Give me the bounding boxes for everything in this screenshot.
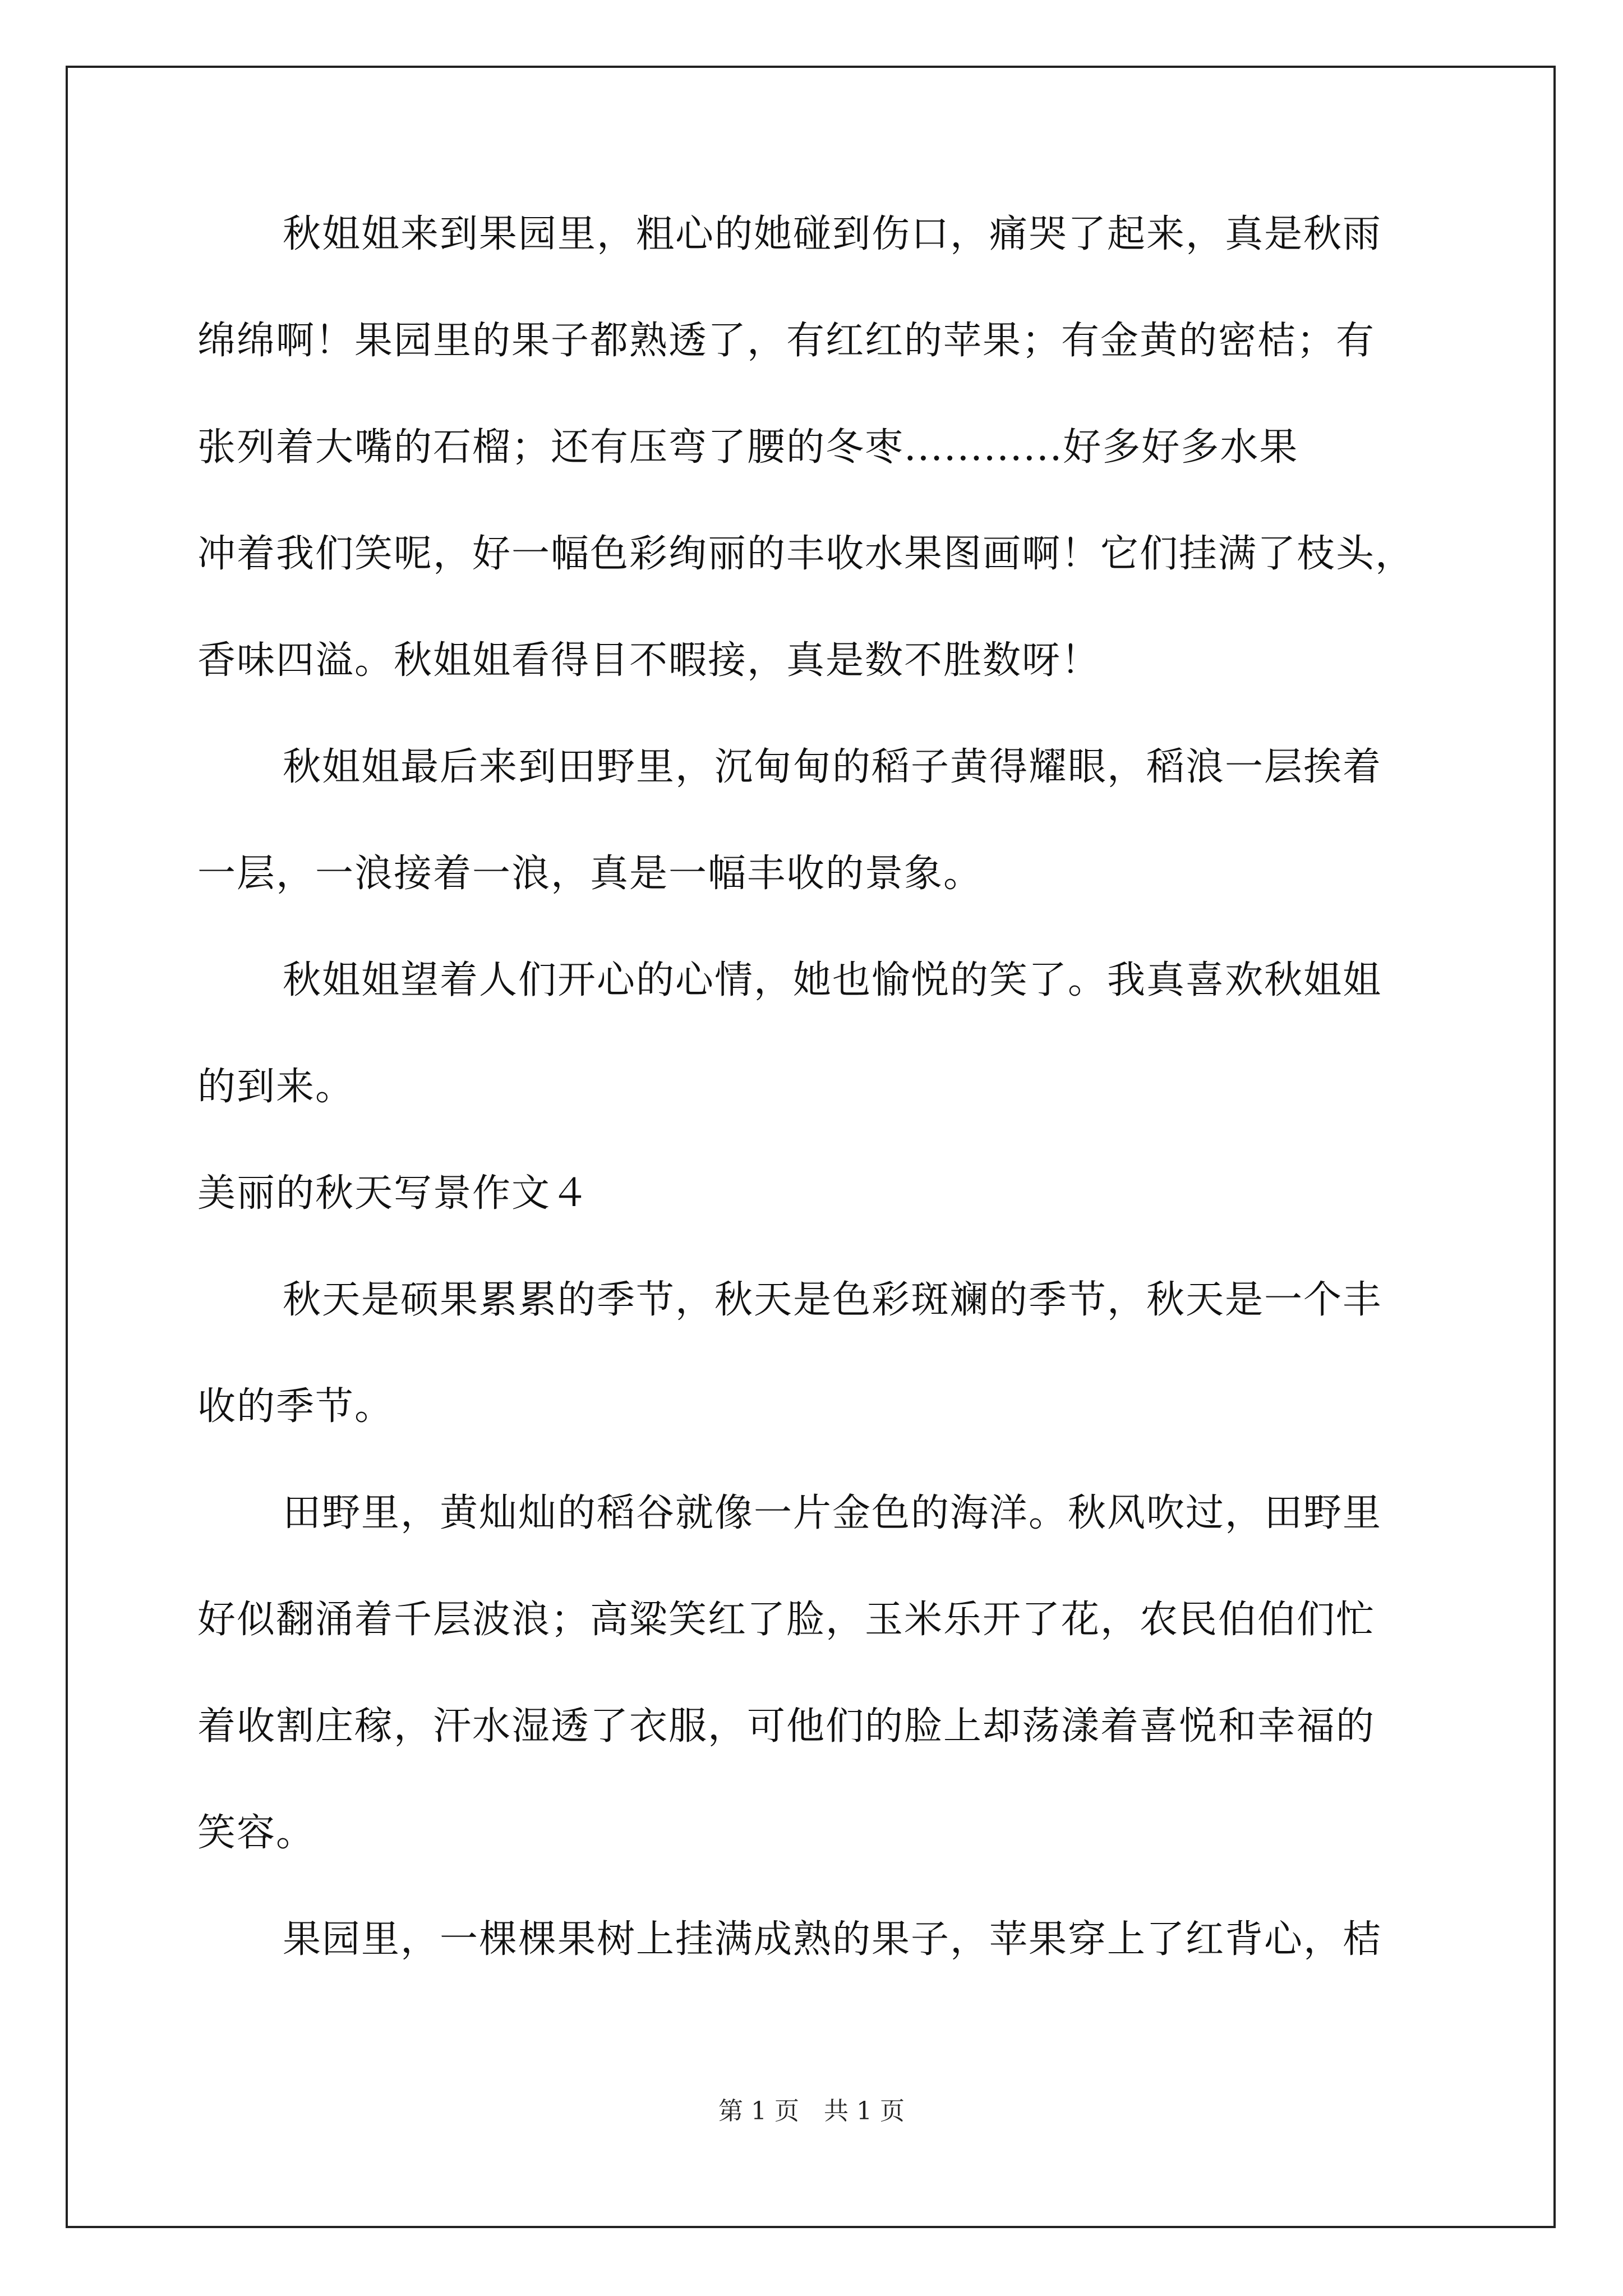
paragraph-line: 绵绵啊！果园里的果子都熟透了，有红红的苹果；有金黄的密桔；有 [197,319,1376,363]
paragraph-line: 着收割庄稼，汗水湿透了衣服，可他们的脸上却荡漾着喜悦和幸福的 [197,1704,1376,1749]
paragraph-line: 好似翻涌着千层波浪；高粱笑红了脸，玉米乐开了花，农民伯伯们忙 [197,1598,1376,1642]
page-border [66,66,1556,2228]
section-heading: 美丽的秋天写景作文４ [197,1171,591,1216]
paragraph-line: 的到来。 [197,1065,355,1109]
paragraph-line: 田野里，黄灿灿的稻谷就像一片金色的海洋。秋风吹过，田野里 [283,1491,1382,1535]
paragraph-line: 秋姐姐来到果园里，粗心的她碰到伤口，痛哭了起来，真是秋雨 [283,212,1382,256]
paragraph-line: 香味四溢。秋姐姐看得目不暇接，真是数不胜数呀！ [197,638,1101,683]
paragraph-line: 收的季节。 [197,1384,394,1429]
paragraph-line: 笑容。 [197,1811,316,1855]
page-number-footer: 第 1 页 共 1 页 [718,2097,905,2125]
paragraph-line: 张列着大嘴的石榴；还有压弯了腰的冬枣............好多好多水果 [197,425,1299,470]
paragraph-line: 果园里，一棵棵果树上挂满成熟的果子，苹果穿上了红背心，桔 [283,1917,1382,1962]
paragraph-line: 秋姐姐最后来到田野里，沉甸甸的稻子黄得耀眼，稻浪一层挨着 [283,745,1382,789]
paragraph-line: 一层，一浪接着一浪，真是一幅丰收的景象。 [197,852,983,896]
paragraph-line: 秋天是硕果累累的季节，秋天是色彩斑斓的季节，秋天是一个丰 [283,1278,1382,1322]
paragraph-line: 冲着我们笑呢，好一幅色彩绚丽的丰收水果图画啊！它们挂满了枝头， [197,532,1415,576]
paragraph-line: 秋姐姐望着人们开心的心情，她也愉悦的笑了。我真喜欢秋姐姐 [283,958,1382,1002]
